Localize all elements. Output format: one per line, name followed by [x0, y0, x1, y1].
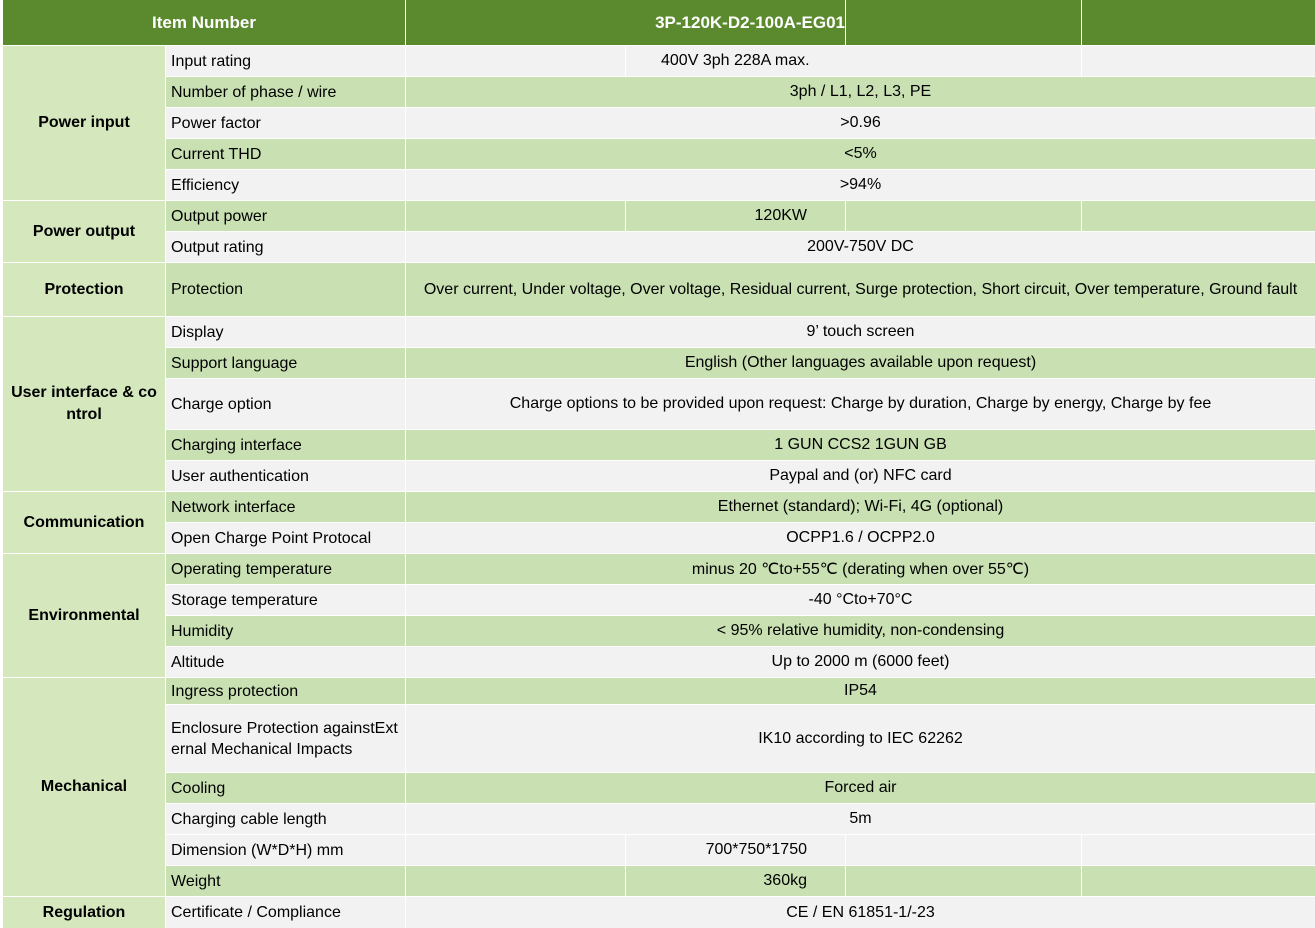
row-value-blank: [846, 201, 1081, 231]
category-protection: Protection: [3, 263, 165, 316]
row-value: Charge options to be provided upon request: Charge by duration, Charge by energy, Charge by fee: [406, 379, 1315, 429]
row-label: Network interface: [166, 492, 405, 522]
category-mechanical: Mechanical: [3, 678, 165, 896]
row-value: 5m: [406, 804, 1315, 834]
row-label: Open Charge Point Protocal: [166, 523, 405, 553]
row-value: Ethernet (standard); Wi-Fi, 4G (optional): [406, 492, 1315, 522]
row-label: Weight: [166, 866, 405, 896]
row-value: 700*750*1750: [626, 835, 845, 865]
row-value: Over current, Under voltage, Over voltage, Residual current, Surge protection, Short circuit, Over temperature, Ground fault: [406, 263, 1315, 316]
header-blank-2: [1082, 0, 1315, 45]
header-item-number: Item Number: [3, 0, 405, 45]
row-value: -40 °Cto+70°C: [406, 585, 1315, 615]
category-environmental: Environmental: [3, 554, 165, 677]
row-value: IK10 according to IEC 62262: [406, 705, 1315, 772]
category-communication: Communication: [3, 492, 165, 553]
row-label: Charging interface: [166, 430, 405, 460]
row-value: English (Other languages available upon request): [406, 348, 1315, 378]
row-value-blank: [1082, 866, 1315, 896]
row-value-blank: [846, 866, 1081, 896]
row-value: 200V-750V DC: [406, 232, 1315, 262]
row-label: Certificate / Compliance: [166, 897, 405, 928]
row-label: Output power: [166, 201, 405, 231]
row-value: 120KW: [626, 201, 845, 231]
row-value: Up to 2000 m (6000 feet): [406, 647, 1315, 677]
category-power-output: Power output: [3, 201, 165, 262]
row-value-blank: [406, 835, 625, 865]
row-label: Dimension (W*D*H) mm: [166, 835, 405, 865]
row-value: 9’ touch screen: [406, 317, 1315, 347]
row-label: Altitude: [166, 647, 405, 677]
row-value: Forced air: [406, 773, 1315, 803]
row-value: OCPP1.6 / OCPP2.0: [406, 523, 1315, 553]
row-value: < 95% relative humidity, non-condensing: [406, 616, 1315, 646]
category-power-input: Power input: [3, 46, 165, 200]
row-value-blank: [406, 46, 625, 76]
row-label: Operating temperature: [166, 554, 405, 584]
row-value: 360kg: [626, 866, 845, 896]
header-model: 3P-120K-D2-100A-EG01: [406, 0, 845, 45]
row-value: 1 GUN CCS2 1GUN GB: [406, 430, 1315, 460]
row-value: Paypal and (or) NFC card: [406, 461, 1315, 491]
row-value: >94%: [406, 170, 1315, 200]
header-blank-1: [846, 0, 1081, 45]
row-label: Protection: [166, 263, 405, 316]
row-label: Support language: [166, 348, 405, 378]
row-label: User authentication: [166, 461, 405, 491]
row-value-blank: [1082, 201, 1315, 231]
row-value: 3ph / L1, L2, L3, PE: [406, 77, 1315, 107]
row-value: minus 20 ℃to+55℃ (derating when over 55℃): [406, 554, 1315, 584]
category-regulation: Regulation: [3, 897, 165, 928]
row-label: Display: [166, 317, 405, 347]
row-value: <5%: [406, 139, 1315, 169]
row-value: 400V 3ph 228A max.: [626, 46, 1081, 76]
row-label: Charging cable length: [166, 804, 405, 834]
row-value: IP54: [406, 678, 1315, 704]
row-value: CE / EN 61851-1/-23: [406, 897, 1315, 928]
row-label: Charge option: [166, 379, 405, 429]
row-label: Output rating: [166, 232, 405, 262]
row-label: Ingress protection: [166, 678, 405, 704]
row-label: Cooling: [166, 773, 405, 803]
row-label: Number of phase / wire: [166, 77, 405, 107]
row-label: Input rating: [166, 46, 405, 76]
row-value-blank: [1082, 835, 1315, 865]
row-value: >0.96: [406, 108, 1315, 138]
row-value-blank: [1082, 46, 1315, 76]
category-user-interface: User interface & co ntrol: [3, 317, 165, 491]
row-label: Efficiency: [166, 170, 405, 200]
row-label: Power factor: [166, 108, 405, 138]
row-label: Current THD: [166, 139, 405, 169]
row-label: Humidity: [166, 616, 405, 646]
row-label: Enclosure Protection againstExt ernal Mechanical Impacts: [166, 705, 405, 772]
row-value-blank: [406, 866, 625, 896]
row-value-blank: [406, 201, 625, 231]
row-value-blank: [846, 835, 1081, 865]
row-label: Storage temperature: [166, 585, 405, 615]
